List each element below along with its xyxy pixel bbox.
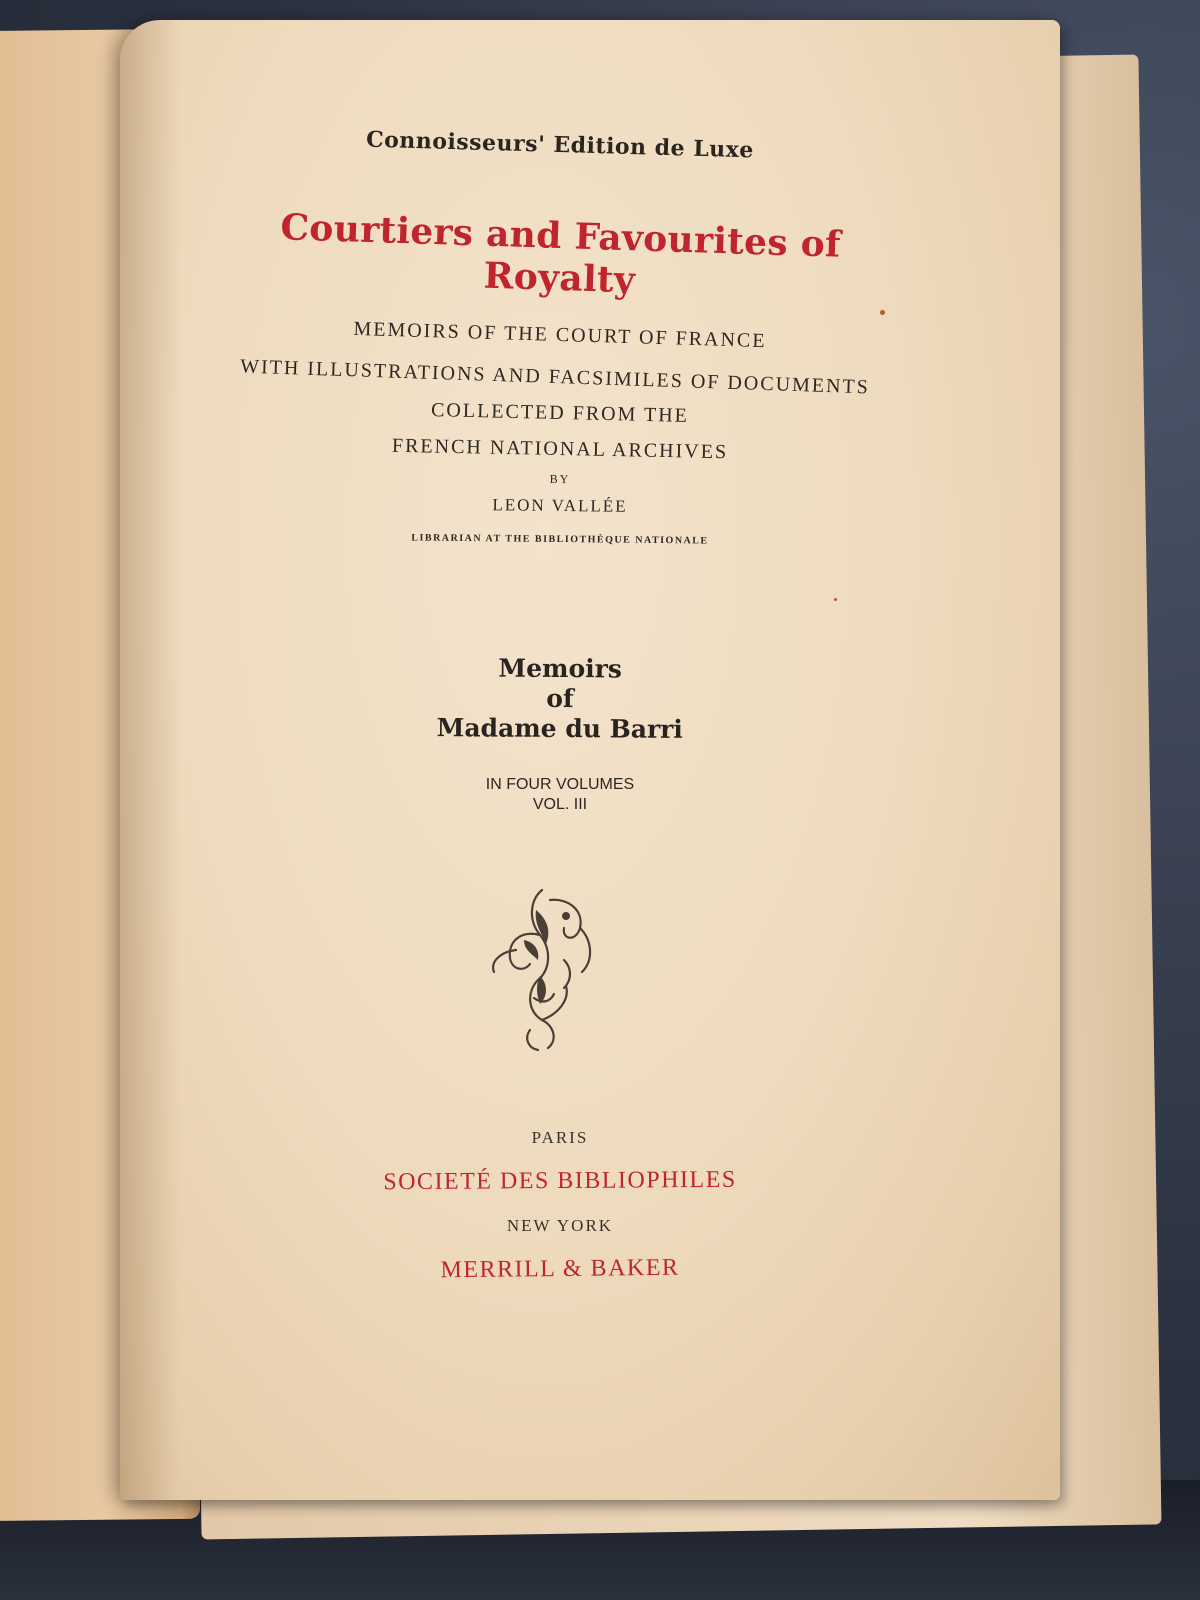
edition-line: Connoisseurs' Edition de Luxe (365, 126, 755, 164)
work-title (230, 652, 891, 747)
work-title-line-2: of (546, 683, 574, 714)
volume-info (230, 775, 890, 815)
foxing-spot (880, 310, 885, 315)
series-title: Courtiers and Favourites of Royalty (279, 206, 842, 302)
page-gutter-shadow (120, 20, 180, 1500)
imprint-city-paris: PARIS (531, 1128, 589, 1147)
subtitle-line-1: MEMOIRS OF THE COURT OF FRANCE (353, 317, 767, 353)
imprint-publisher-paris: SOCIETÉ DES BIBLIOPHILES (383, 1166, 737, 1196)
foxing-spot (834, 598, 837, 601)
subtitle-line-3: COLLECTED FROM THE (430, 399, 690, 427)
author-name: LEON VALLÉE (492, 495, 628, 516)
by-label: BY (549, 471, 571, 487)
work-title-line-1: Memoirs (498, 653, 623, 684)
imprint-city-new-york: NEW YORK (506, 1216, 614, 1235)
work-title-line-3: Madame du Barri (436, 713, 683, 744)
author-affiliation: LIBRARIAN AT THE BIBLIOTHÈQUE NATIONALE (411, 532, 709, 547)
subtitle-line-2: WITH ILLUSTRATIONS AND FACSIMILES OF DOCUMENTS (239, 355, 871, 399)
phoenix-ornament-icon (480, 880, 610, 1055)
volume-number: VOL. III (532, 796, 588, 813)
volumes-line: IN FOUR VOLUMES (485, 776, 635, 793)
imprint-publisher-new-york: MERRILL & BAKER (440, 1254, 680, 1284)
subtitle-line-4: FRENCH NATIONAL ARCHIVES (391, 434, 729, 464)
